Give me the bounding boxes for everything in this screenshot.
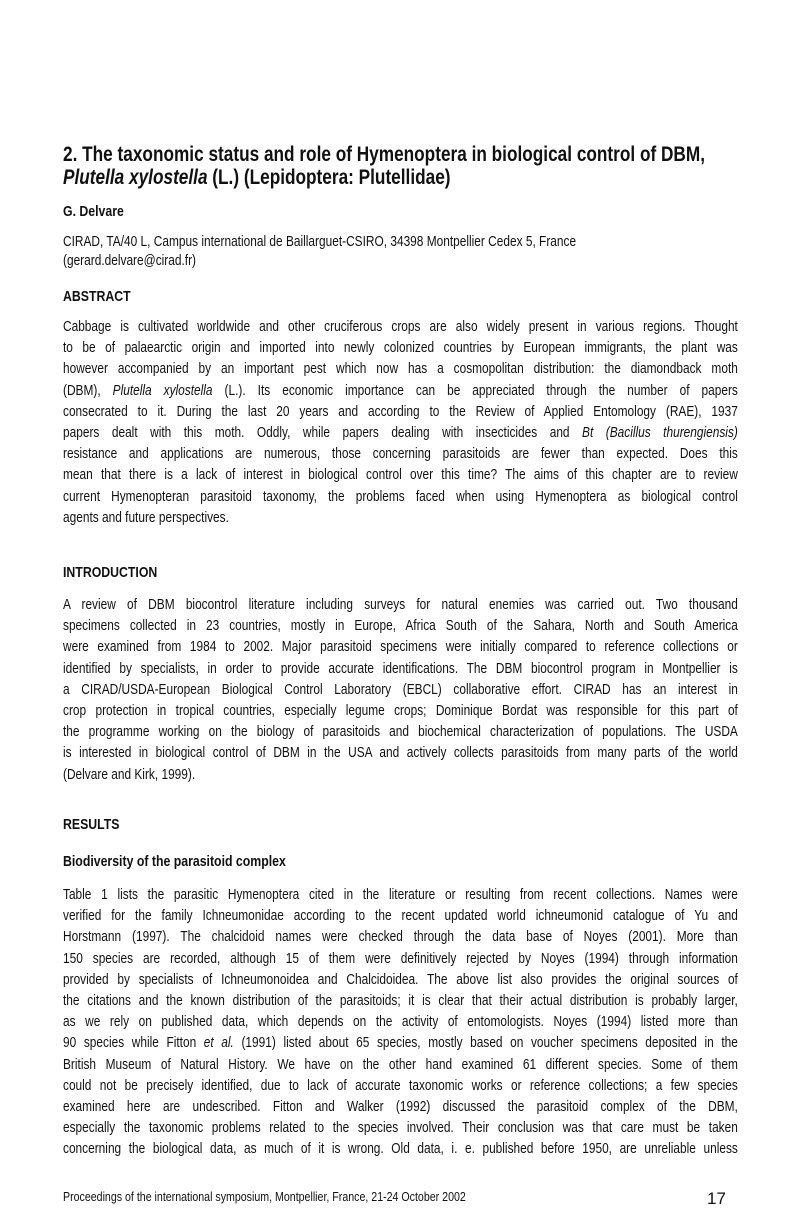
section-heading-introduction: INTRODUCTION [63, 564, 158, 581]
text-line: examined here are undescribed. Fitton and Walker (1992) discussed the parasitoid complex of the DBM, [63, 1098, 738, 1115]
species-name: Plutella xylostella [63, 166, 208, 189]
text-line: 150 species are recorded, although 15 of them were definitively rejected by Noyes (1994) through information [63, 950, 738, 967]
affiliation-address: CIRAD, TA/40 L, Campus international de Baillarguet-CSIRO, 34398 Montpellier Cedex 5, France [63, 234, 577, 250]
paper-title [63, 143, 785, 189]
text-line: is interested in biological control of DBM in the USA and actively collects parasitoids from many parts of the world [63, 745, 738, 762]
section-heading-abstract: ABSTRACT [63, 288, 131, 305]
text-line: the programme working on the biology of parasitoids and biochemical characterization of populations. The USDA [63, 724, 738, 741]
text-line: verified for the family Ichneumonidae according to the recent updated world ichneumonid catalogue of Yu and [63, 908, 738, 925]
text-line [63, 423, 738, 444]
page-number: 17 [707, 1189, 726, 1208]
text-line: British Museum of Natural History. We have on the other hand examined 61 different species. Some of them [63, 1056, 738, 1073]
text-line: specimens collected in 23 countries, mostly in Europe, Africa South of the Sahara, North and South America [63, 618, 738, 635]
text-line: provided by specialists of Ichneumonoidea and Chalcidoidea. The above list also provides the original sources of [63, 971, 738, 988]
text-line: crop protection in tropical countries, especially legume crops; Dominique Bordat was responsible for this part of [63, 702, 738, 719]
text-line: the citations and the known distribution of the parasitoids; it is clear that their actual distribution is probably larger, [63, 992, 738, 1009]
text-segment: papers dealt with this moth. Oddly, while papers dealing with insecticides and [63, 424, 583, 441]
title-line-1: 2. The taxonomic status and role of Hymenoptera in biological control of DBM, [63, 143, 705, 166]
footer-proceedings: Proceedings of the international symposium, Montpellier, France, 21-24 October 2002 [63, 1190, 466, 1204]
title-line-2-rest: (L.) (Lepidoptera: Plutellidae) [207, 166, 451, 189]
text-line: concerning the biological data, as much of it is wrong. Old data, i. e. published before 1950, are unreliable unless [63, 1141, 738, 1158]
text-line: resistance and applications are numerous, those concerning parasitoids are fewer than expected. Does this [63, 446, 738, 463]
text-line: A review of DBM biocontrol literature including surveys for natural enemies was carried out. Two thousand [63, 597, 738, 613]
affiliation [63, 233, 738, 271]
text-line: could not be precisely identified, due to lack of accurate taxonomic works or reference collections; a few species [63, 1077, 738, 1094]
text-line: consecrated to it. During the last 20 years and according to the Review of Applied Entomology (RAE), 1937 [63, 403, 738, 420]
text-line: were examined from 1984 to 2002. Major parasitoid specimens were initially compared to reference collections or [63, 639, 738, 656]
text-line: as we rely on published data, which depends on the activity of entomologists. Noyes (1994) listed more than [63, 1014, 738, 1031]
section-heading-results: RESULTS [63, 816, 120, 833]
results-paragraph [63, 885, 738, 1160]
text-line [63, 1033, 738, 1054]
text-segment: (1991) listed about 65 species, mostly based on voucher specimens deposited in the [233, 1035, 738, 1052]
introduction-paragraph [63, 595, 738, 786]
text-line [63, 381, 738, 402]
text-segment: 90 species while Fitton [63, 1035, 204, 1052]
text-line: current Hymenopteran parasitoid taxonomy, the problems faced when using Hymenoptera as biological control [63, 488, 738, 505]
text-line: to be of palaearctic origin and imported into newly colonized countries by European immigrants, the plant was [63, 340, 738, 357]
title-line-2 [63, 166, 785, 189]
text-segment: (DBM), [63, 382, 113, 399]
text-line: a CIRAD/USDA-European Biological Control Laboratory (EBCL) collaborative effort. CIRAD has an interest in [63, 681, 738, 698]
text-line: identified by specialists, in order to provide accurate identifications. The DBM biocontrol program in Montpellier is [63, 660, 738, 677]
affiliation-email[interactable]: (gerard.delvare@cirad.fr) [63, 253, 197, 269]
italic-text: et al. [203, 1035, 234, 1052]
abstract-paragraph [63, 317, 738, 529]
text-line: (Delvare and Kirk, 1999). [63, 766, 196, 783]
text-segment: (L.). Its economic importance can be appreciated through the number of papers [212, 382, 738, 399]
italic-text: Bt (Bacillus thurengiensis) [582, 424, 738, 441]
text-line: Cabbage is cultivated worldwide and other cruciferous crops are also widely present in various regions. Thought [63, 319, 738, 335]
text-line: especially the taxonomic problems related to the species involved. Their conclusion was that care must be taken [63, 1120, 738, 1137]
text-line: however accompanied by an important pest which now has a cosmopolitan distribution: the diamondback moth [63, 361, 738, 378]
text-line: mean that there is a lack of interest in biological control over this time? The aims of this chapter are to review [63, 467, 738, 484]
author-name: G. Delvare [63, 203, 124, 220]
text-line: agents and future perspectives. [63, 509, 229, 526]
italic-text: Plutella xylostella [112, 382, 213, 399]
subsection-heading: Biodiversity of the parasitoid complex [63, 853, 286, 870]
text-line: Table 1 lists the parasitic Hymenoptera cited in the literature or resulting from recent collections. Names were [63, 887, 738, 903]
text-line: Horstmann (1997). The chalcidoid names were checked through the data base of Noyes (2001). More than [63, 929, 738, 946]
